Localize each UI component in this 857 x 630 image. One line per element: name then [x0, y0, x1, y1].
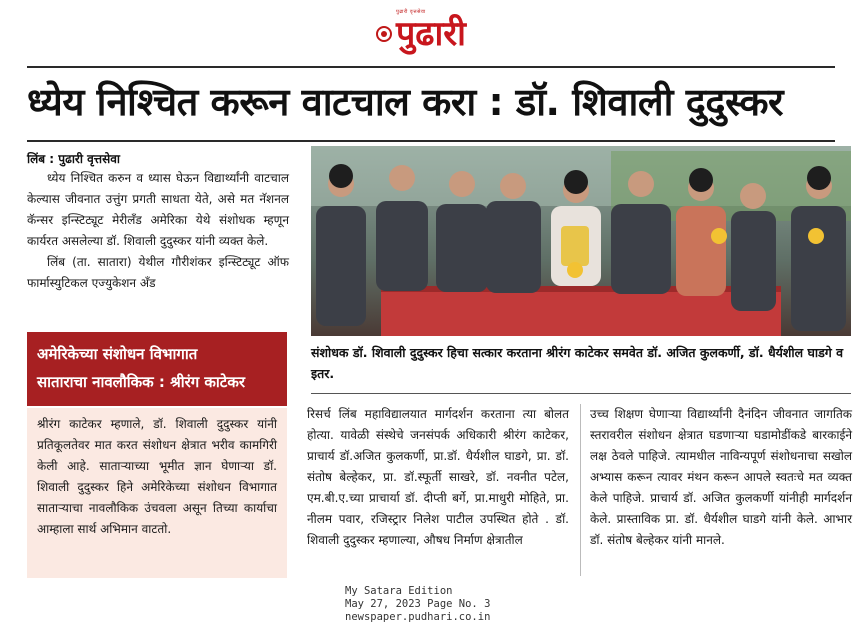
edition-name: My Satara Edition: [345, 585, 453, 597]
pull-quote-box: [27, 408, 287, 578]
edition-footer: [345, 585, 525, 624]
newspaper-logo: पुढारी: [396, 14, 466, 54]
intro-paragraph: लिंब (ता. सातारा) येथील गौरीशंकर इन्स्टिट्यूट ऑफ फार्मास्युटिकल एज्युकेशन अँड: [27, 255, 289, 290]
article-column-3: उच्च शिक्षण घेणाऱ्या विद्यार्थ्यांनी दैनंदिन जीवनात जागतिक स्तरावरील संशोधन क्षेत्रात घडणाऱ्या घडामोडींकडे बारकाईने लक्ष ठेवले पाहिजे. त्यामधील नाविन्यपूर्ण संशोधनाचा सखोल अभ्यास करून त्यावर मंथन करून आपले स्वतःचे मत व्यक्त केले पाहिजे. प्राचार्य डॉ. अजित कुलकर्णी यांनीही मार्गदर्शन केले. प्रास्ताविक प्रा. डॉ. धैर्यशील घाडगे यांनी केले. आभार डॉ. संतोष बेल्हेकर यांनी मानले.: [590, 407, 852, 547]
headline-top-rule: [27, 66, 835, 68]
masthead-tagline: पुढारी वृत्तसेवा: [396, 9, 426, 15]
column-divider: [580, 404, 581, 576]
event-photo: [311, 146, 851, 336]
photo-caption: संशोधक डॉ. शिवाली दुदुस्कर हिचा सत्कार करताना श्रीरंग काटेकर समवेत डॉ. अजित कुलकर्णी, डॉ. धैर्यशील घाडगे व इतर.: [311, 345, 844, 381]
caption-rule: [311, 393, 851, 394]
pull-quote-title: [27, 332, 287, 406]
edition-date-page: May 27, 2023 Page No. 3: [345, 598, 491, 610]
intro-paragraph: ध्येय निश्चित करुन व ध्यास घेऊन विद्यार्थ्यांनी वाटचाल केल्यास जीवनात उत्तुंग प्रगती साधता येते, असे मत नॅशनल कॅन्सर इन्स्टिट्यूट मेरीलँड अमेरिका येथे संशोधक म्हणून कार्यरत असलेल्या डॉ. शिवाली दुदुस्कर यांनी व्यक्त केले.: [27, 171, 289, 248]
article-intro: [27, 168, 289, 294]
felicitation-photo-image: [311, 146, 851, 336]
sun-emblem-icon: [376, 26, 392, 42]
pull-quote-title-line: अमेरिकेच्या संशोधन विभागात: [37, 345, 198, 363]
article-byline: लिंब : पुढारी वृत्तसेवा: [27, 152, 120, 166]
headline-bottom-rule: [27, 140, 835, 142]
article-column-2: रिसर्च लिंब महाविद्यालयात मार्गदर्शन करताना त्या बोलत होत्या. यावेळी संस्थेचे जनसंपर्क अधिकारी श्रीरंग काटेकर, प्राचार्य डॉ.अजित कुलकर्णी, प्रा.डॉ. धैर्यशील घाडगे, प्रा. डॉ. संतोष बेल्हेकर, प्रा. डॉ.स्फूर्ती साखरे, डॉ. नवनीत पटेल, एम.बी.ए.च्या प्राचार्या डॉ. दीप्ती बर्गे, प्रा.माधुरी मोहिते, प्रा. नीलम पवार, रजिस्ट्रार निलेश पाटील उपस्थित होते . डॉ. शिवाली दुदुस्कर म्हणाल्या, औषध निर्माण क्षेत्रातील: [307, 407, 569, 547]
pull-quote-body: श्रीरंग काटेकर म्हणाले, डॉ. शिवाली दुदुस्कर यांनी प्रतिकूलतेवर मात करत संशोधन क्षेत्रात भरीव कामगिरी केली आहे. साताऱ्याच्या भूमीत ज्ञान घेणाऱ्या डॉ. शिवाली दुदुस्कर हिने अमेरिकेच्या संशोधन विभागात साताऱ्याचा नावलौकिक उंचवला असून तिच्या कार्याचा आम्हाला सार्थ अभिमान वाटतो.: [37, 417, 277, 536]
newspaper-masthead: [370, 8, 488, 58]
pull-quote-title-line: साताराचा नावलौकिक : श्रीरंग काटेकर: [37, 373, 246, 391]
article-headline: ध्येय निश्चित करून वाटचाल करा : डॉ. शिवाली दुदुस्कर: [27, 80, 784, 124]
edition-website: newspaper.pudhari.co.in: [345, 611, 491, 623]
